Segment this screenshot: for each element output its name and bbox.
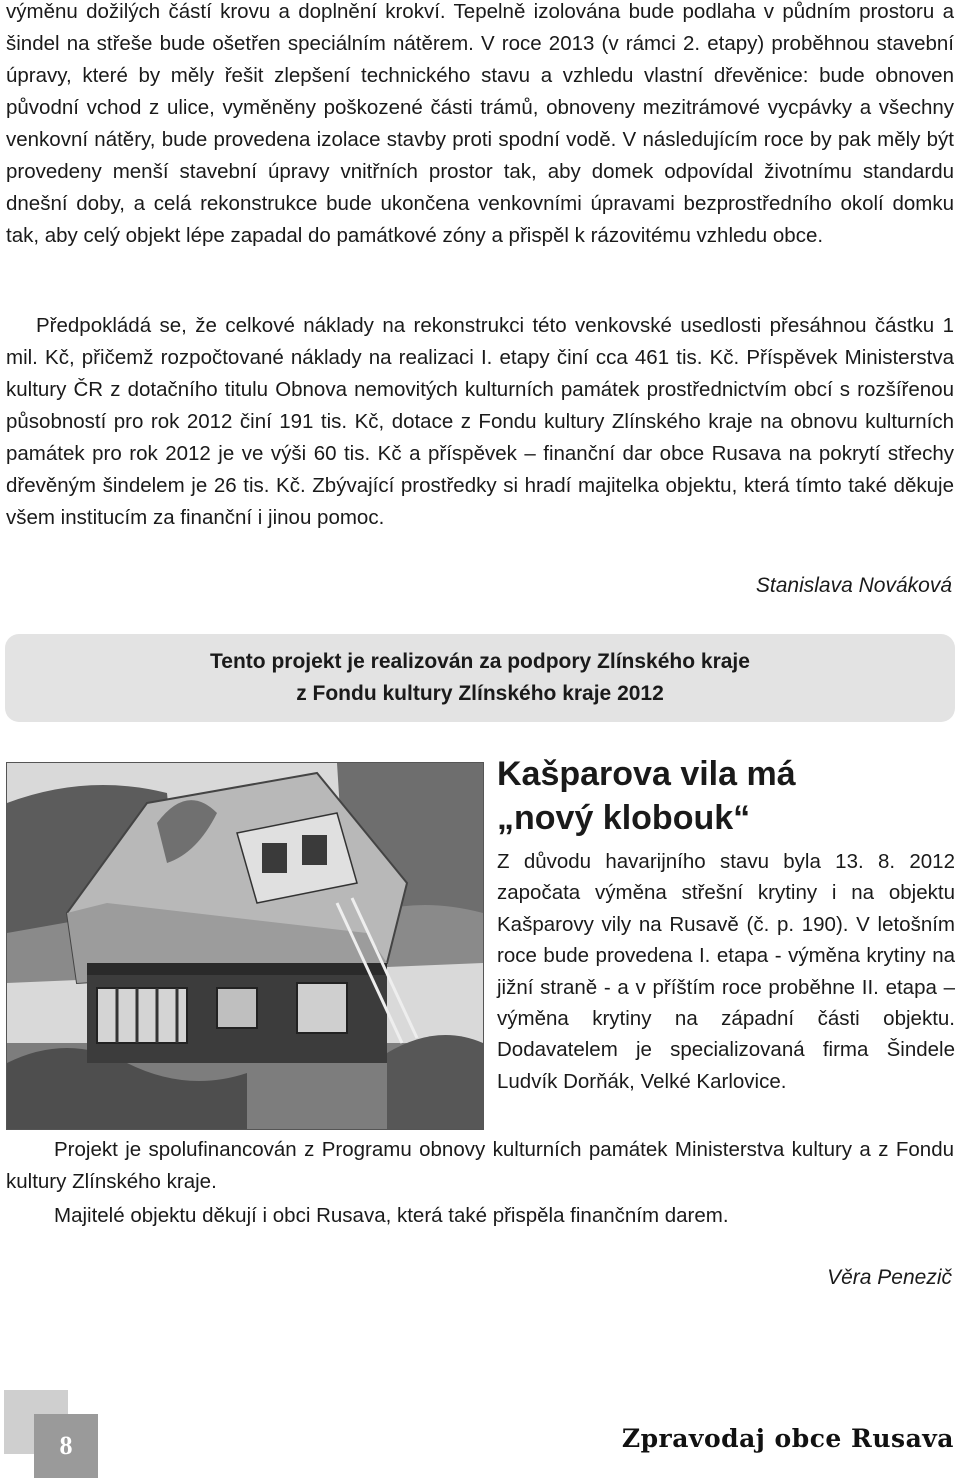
article-headline (497, 752, 947, 840)
banner-line-1: Tento projekt je realizován za podpory Zlínského kraje (210, 650, 750, 673)
banner-line-2: z Fondu kultury Zlínského kraje 2012 (296, 682, 664, 705)
article-signature: Stanislava Nováková (755, 574, 952, 597)
headline-line-1: Kašparova vila má (497, 755, 796, 793)
article2-paragraph-3: Majitelé objektu děkují i obci Rusava, která také přispěla finančním darem. (54, 1204, 729, 1227)
support-banner (5, 634, 955, 722)
masthead: Zpravodaj obce Rusava (621, 1424, 954, 1453)
article2-column-text: Z důvodu havarijního stavu byla 13. 8. 2012 započata výměna střešní krytiny i na objektu Kašparovy vily na Rusavě (č. p. 190). V letošním roce bude provedena I. etapa - výměna krytiny na jižní straně - a v příštím roce proběhne II. etapa – výměna krytiny na západní části objektu. Dodavatelem je specializovaná firma Šindele Ludvík Dorňák, Velké Karlovice. (497, 850, 955, 1093)
house-photo-illustration (7, 763, 483, 1129)
article-paragraph-1: výměnu dožilých částí krovu a doplnění krokví. Tepelně izolována bude podlaha v půdním prostoru a šindel na střeše bude ošetřen speciálním nátěrem. V roce 2013 (v rámci 2. etapy) proběhnou stavební úpravy, které by měly řešit zlepšení technického stavu a vzhledu vlastní dřevěnice: bude obnoven původní vchod z ulice, vyměněny poškozené části trámů, obnoveny mezitrámové vycpávky a všechny venkovní nátěry, bude provedena izolace stavby proti spodní vodě. V následujícím roce by pak měly být provedeny menší stavební úpravy vnitřních prostor tak, aby domek odpovídal životnímu standardu dnešní doby, a celá rekonstrukce bude ukončena venkovními úpravami bezprostředního okolí domku tak, aby celý objekt lépe zapadal do památkové zóny a přispěl k rázovitému vzhledu obce. (6, 0, 954, 247)
headline-line-2: „nový klobouk“ (497, 799, 751, 837)
house-photo (6, 762, 484, 1130)
page-number: 8 (34, 1414, 98, 1478)
article-paragraph-2: Předpokládá se, že celkové náklady na rekonstrukci této venkovské usedlosti přesáhnou částku 1 mil. Kč, přičemž rozpočtované náklady na realizaci I. etapy činí cca 461 tis. Kč. Příspěvek Ministerstva kultury ČR z dotačního titulu Obnova nemovitých kulturních památek prostřednictvím obcí s rozšířenou působností pro rok 2012 činí 191 tis. Kč, dotace z Fondu kultury Zlínského kraje na obnovu kulturních památek pro rok 2012 je ve výši 60 tis. Kč a příspěvek – finanční dar obce Rusava na pokrytí střechy dřevěným šindelem je 26 tis. Kč. Zbývající prostředky si hradí majitelka objektu, která tímto také děkuje všem institucím za finanční i jinou pomoc. (6, 314, 954, 529)
article2-paragraph-2: Projekt je spolufinancován z Programu obnovy kulturních památek Ministerstva kultury a z Fondu kultury Zlínského kraje. (6, 1138, 954, 1193)
article2-signature: Věra Penezič (827, 1266, 952, 1289)
